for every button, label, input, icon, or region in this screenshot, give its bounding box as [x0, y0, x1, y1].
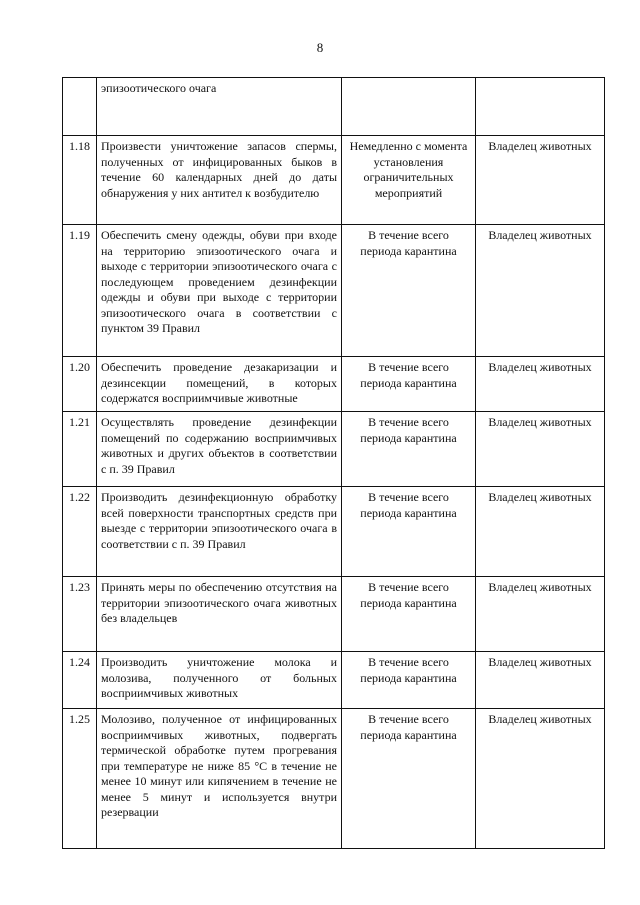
table-row — [63, 652, 605, 709]
term-cell: В течение всего периода карантина — [342, 412, 476, 487]
term-cell — [342, 78, 476, 136]
row-number — [63, 78, 97, 136]
term-cell: В течение всего периода карантина — [342, 357, 476, 412]
row-number: 1.24 — [63, 652, 97, 709]
table-row — [63, 136, 605, 225]
action-cell: Произвести уничтожение запасов спермы, полученных от инфицированных быков в течение 60 календарных дней до даты обнаружения у них антител к возбудителю — [97, 136, 342, 225]
responsible-cell: Владелец животных — [476, 225, 605, 357]
row-number: 1.21 — [63, 412, 97, 487]
responsible-cell — [476, 78, 605, 136]
action-cell: Принять меры по обеспечению отсутствия на территории эпизоотического очага животных без владельцев — [97, 577, 342, 652]
action-cell: Молозиво, полученное от инфицированных восприимчивых животных, подвергать термической обработке путем прогревания при температуре не ниже 85 °С в течение не менее 10 минут или кипячением в течение не менее 5 минут и используется внутри резервации — [97, 709, 342, 849]
term-cell: В течение всего периода карантина — [342, 577, 476, 652]
row-number: 1.18 — [63, 136, 97, 225]
responsible-cell: Владелец животных — [476, 412, 605, 487]
term-cell: В течение всего периода карантина — [342, 709, 476, 849]
row-number: 1.19 — [63, 225, 97, 357]
responsible-cell: Владелец животных — [476, 652, 605, 709]
table-row — [63, 412, 605, 487]
action-cell: Осуществлять проведение дезинфекции помещений по содержанию восприимчивых животных и других объектов в соответствии с п. 39 Правил — [97, 412, 342, 487]
responsible-cell: Владелец животных — [476, 487, 605, 577]
responsible-cell: Владелец животных — [476, 136, 605, 225]
row-number: 1.25 — [63, 709, 97, 849]
table-row — [63, 487, 605, 577]
term-cell: Немедленно с момента установления ограничительных мероприятий — [342, 136, 476, 225]
action-cell: Производить дезинфекционную обработку всей поверхности транспортных средств при выезде с территории эпизоотического очага в соответствии с п. 39 Правил — [97, 487, 342, 577]
table-row — [63, 225, 605, 357]
action-cell: Обеспечить проведение дезакаризации и дезинсекции помещений, в которых содержатся восприимчивые животные — [97, 357, 342, 412]
term-cell: В течение всего периода карантина — [342, 487, 476, 577]
term-cell: В течение всего периода карантина — [342, 652, 476, 709]
action-cell: Производить уничтожение молока и молозива, полученного от больных восприимчивых животных — [97, 652, 342, 709]
table-row — [63, 577, 605, 652]
table-row — [63, 357, 605, 412]
responsible-cell: Владелец животных — [476, 357, 605, 412]
table-row — [63, 78, 605, 136]
page-number: 8 — [316, 40, 324, 55]
action-cell: Обеспечить смену одежды, обуви при входе на территорию эпизоотического очага и выходе с территории эпизоотического очага с последующем проведением дезинфекции одежды и обуви при выходе с территории эпизоотического очага в соответствии с пунктом 39 Правил — [97, 225, 342, 357]
row-number: 1.22 — [63, 487, 97, 577]
action-cell: эпизоотического очага — [97, 78, 342, 136]
responsible-cell: Владелец животных — [476, 577, 605, 652]
responsible-cell: Владелец животных — [476, 709, 605, 849]
measures-table — [62, 77, 605, 849]
row-number: 1.23 — [63, 577, 97, 652]
table-row — [63, 709, 605, 849]
row-number: 1.20 — [63, 357, 97, 412]
term-cell: В течение всего периода карантина — [342, 225, 476, 357]
